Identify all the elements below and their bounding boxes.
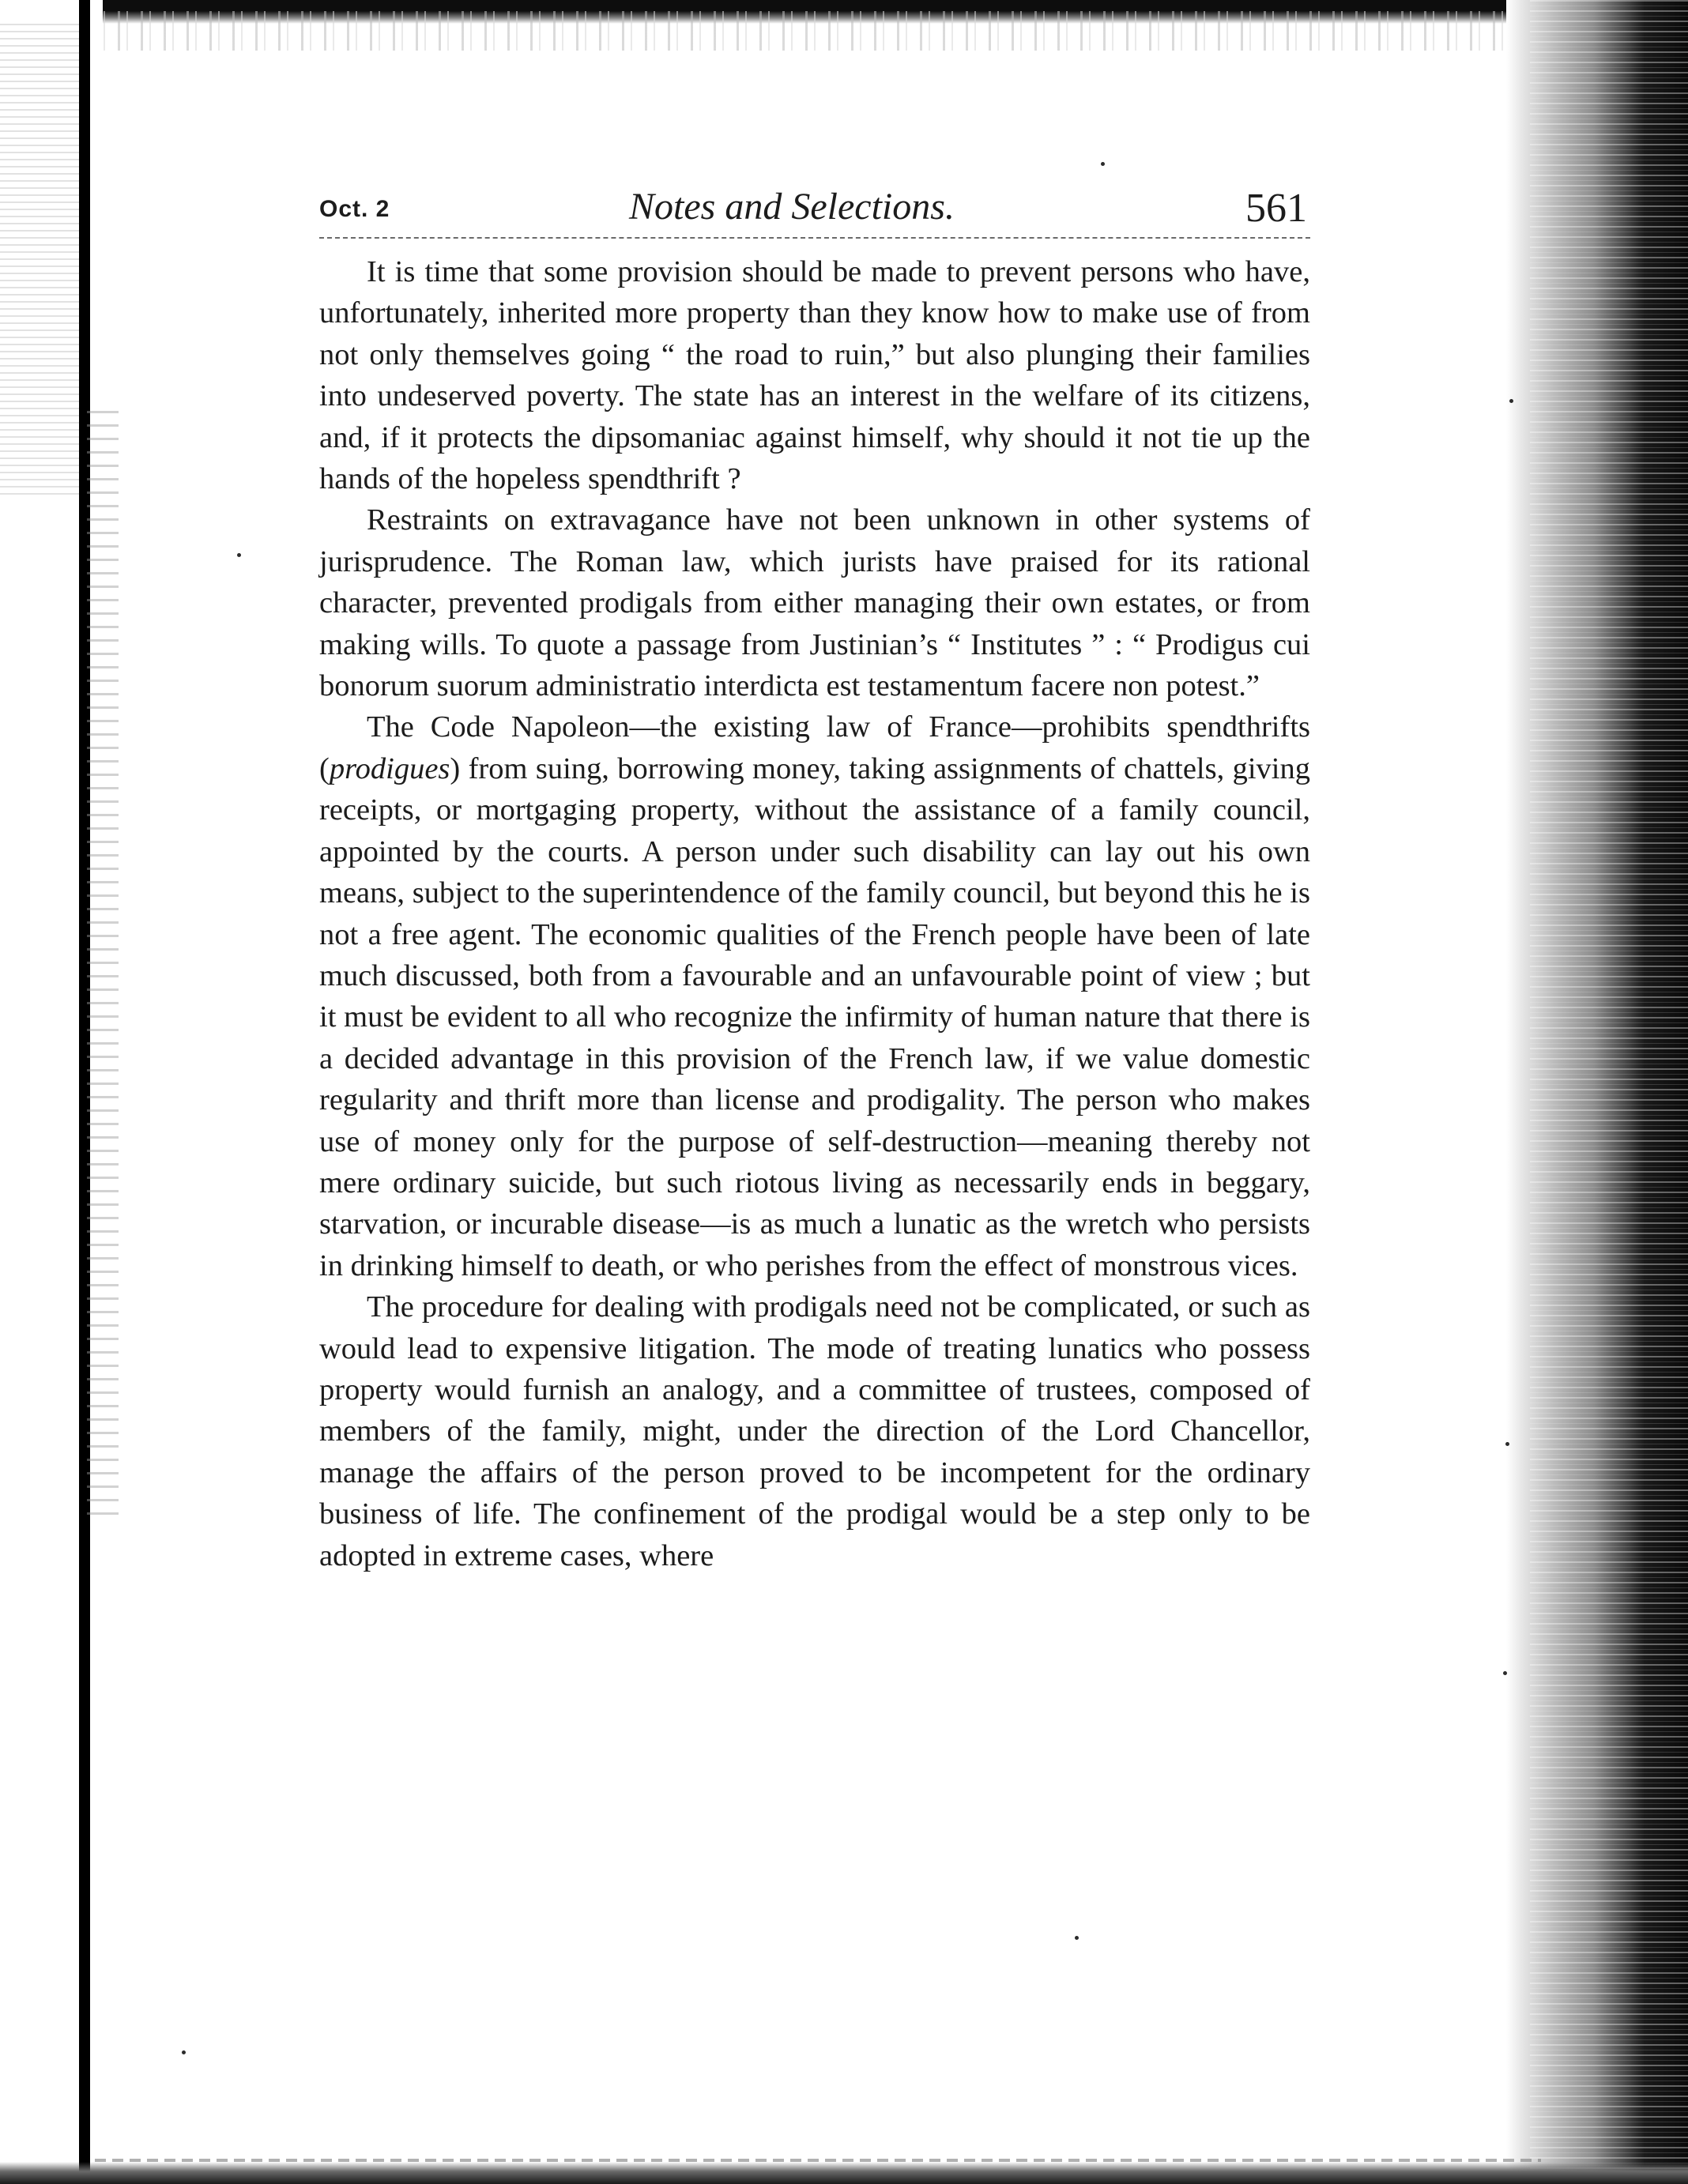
scan-dust-left-lower — [87, 411, 119, 1517]
scan-edge-bottom — [0, 2162, 1688, 2184]
scan-speck — [1505, 1442, 1509, 1446]
scan-dust-left — [0, 24, 79, 498]
italic-term: prodigues — [329, 751, 450, 785]
paragraph-roman-law: Restraints on extravagance have not been unknown in other systems of jurisprudence. The Roman law, which jurists have praised for its rational character, prevented prodigals from either managing their own estates, or from making wills. To quote a passage from Justinian’s “ Institutes ” : “ Prodigus cui bonorum suorum administratio interdicta est testamentum facere non potest.” — [319, 503, 1310, 703]
running-title: Notes and Selections. — [629, 186, 955, 228]
scan-speck — [1503, 1671, 1507, 1675]
scan-speck — [1075, 1936, 1079, 1940]
paragraph-spendthrift-provision: It is time that some provision should be made to prevent persons who have, unfortunately, inherited more property than they know how to make use of from not only themselves going “ the road to ruin,” but also plunging their families into undeserved poverty. The state has an interest in the welfare of its citizens, and, if it protects the dipsomaniac against himself, why should it not tie up the hands of the hopeless spendthrift ? — [319, 255, 1310, 496]
scan-speckle-top — [95, 11, 1517, 51]
paragraph-code-napoleon — [319, 706, 1310, 1286]
scan-speck — [182, 2050, 186, 2054]
paragraph-procedure: The procedure for dealing with prodigals need not be complicated, or such as would lead to expensive litigation. The mode of treating lunatics who possess property would furnish an analogy, and a committee of trustees, composed of members of the family, might, under the direction of the Lord Chancellor, manage the affairs of the person proved to be incompetent for the ordinary business of life. The confinement of the prodigal would be a step only to be adopted in extreme cases, where — [319, 1290, 1310, 1572]
body-text — [319, 251, 1310, 1576]
scan-dash-bottom — [95, 2159, 1541, 2162]
scan-speck — [1509, 399, 1513, 403]
header-date: Oct. 2 — [319, 196, 390, 222]
scan-speck — [237, 553, 241, 557]
scan-stripes-right — [1530, 0, 1688, 2184]
paragraph-text: The Code Napoleon—the existing law of France—prohibits spendthrifts ( — [319, 710, 1310, 785]
page-number: 561 — [1245, 186, 1307, 231]
scan-speck — [1101, 162, 1105, 166]
running-header — [319, 179, 1310, 239]
paragraph-text: ) from suing, borrowing money, taking assignments of chattels, giving receipts, or mortgaging property, without the assistance of a family council, appointed by the courts. A person under such disability can lay out his own means, subject to the superintendence of the family council, but beyond this he is not a free agent. The economic qualities of the French people have been of late much discussed, both from a favourable and an unfavourable point of view ; but it must be evident to all who recognize the infirmity of human nature that there is a decided advantage in this provision of the French law, if we value domestic regularity and thrift more than license and prodigality. The person who makes use of money only for the purpose of self-destruction—meaning thereby not mere ordinary suicide, but such riotous living as necessarily ends in beggary, starvation, or incurable disease—is as much a lunatic as the wretch who persists in drinking himself to death, or who perishes from the effect of monstrous vices. — [319, 751, 1310, 1282]
